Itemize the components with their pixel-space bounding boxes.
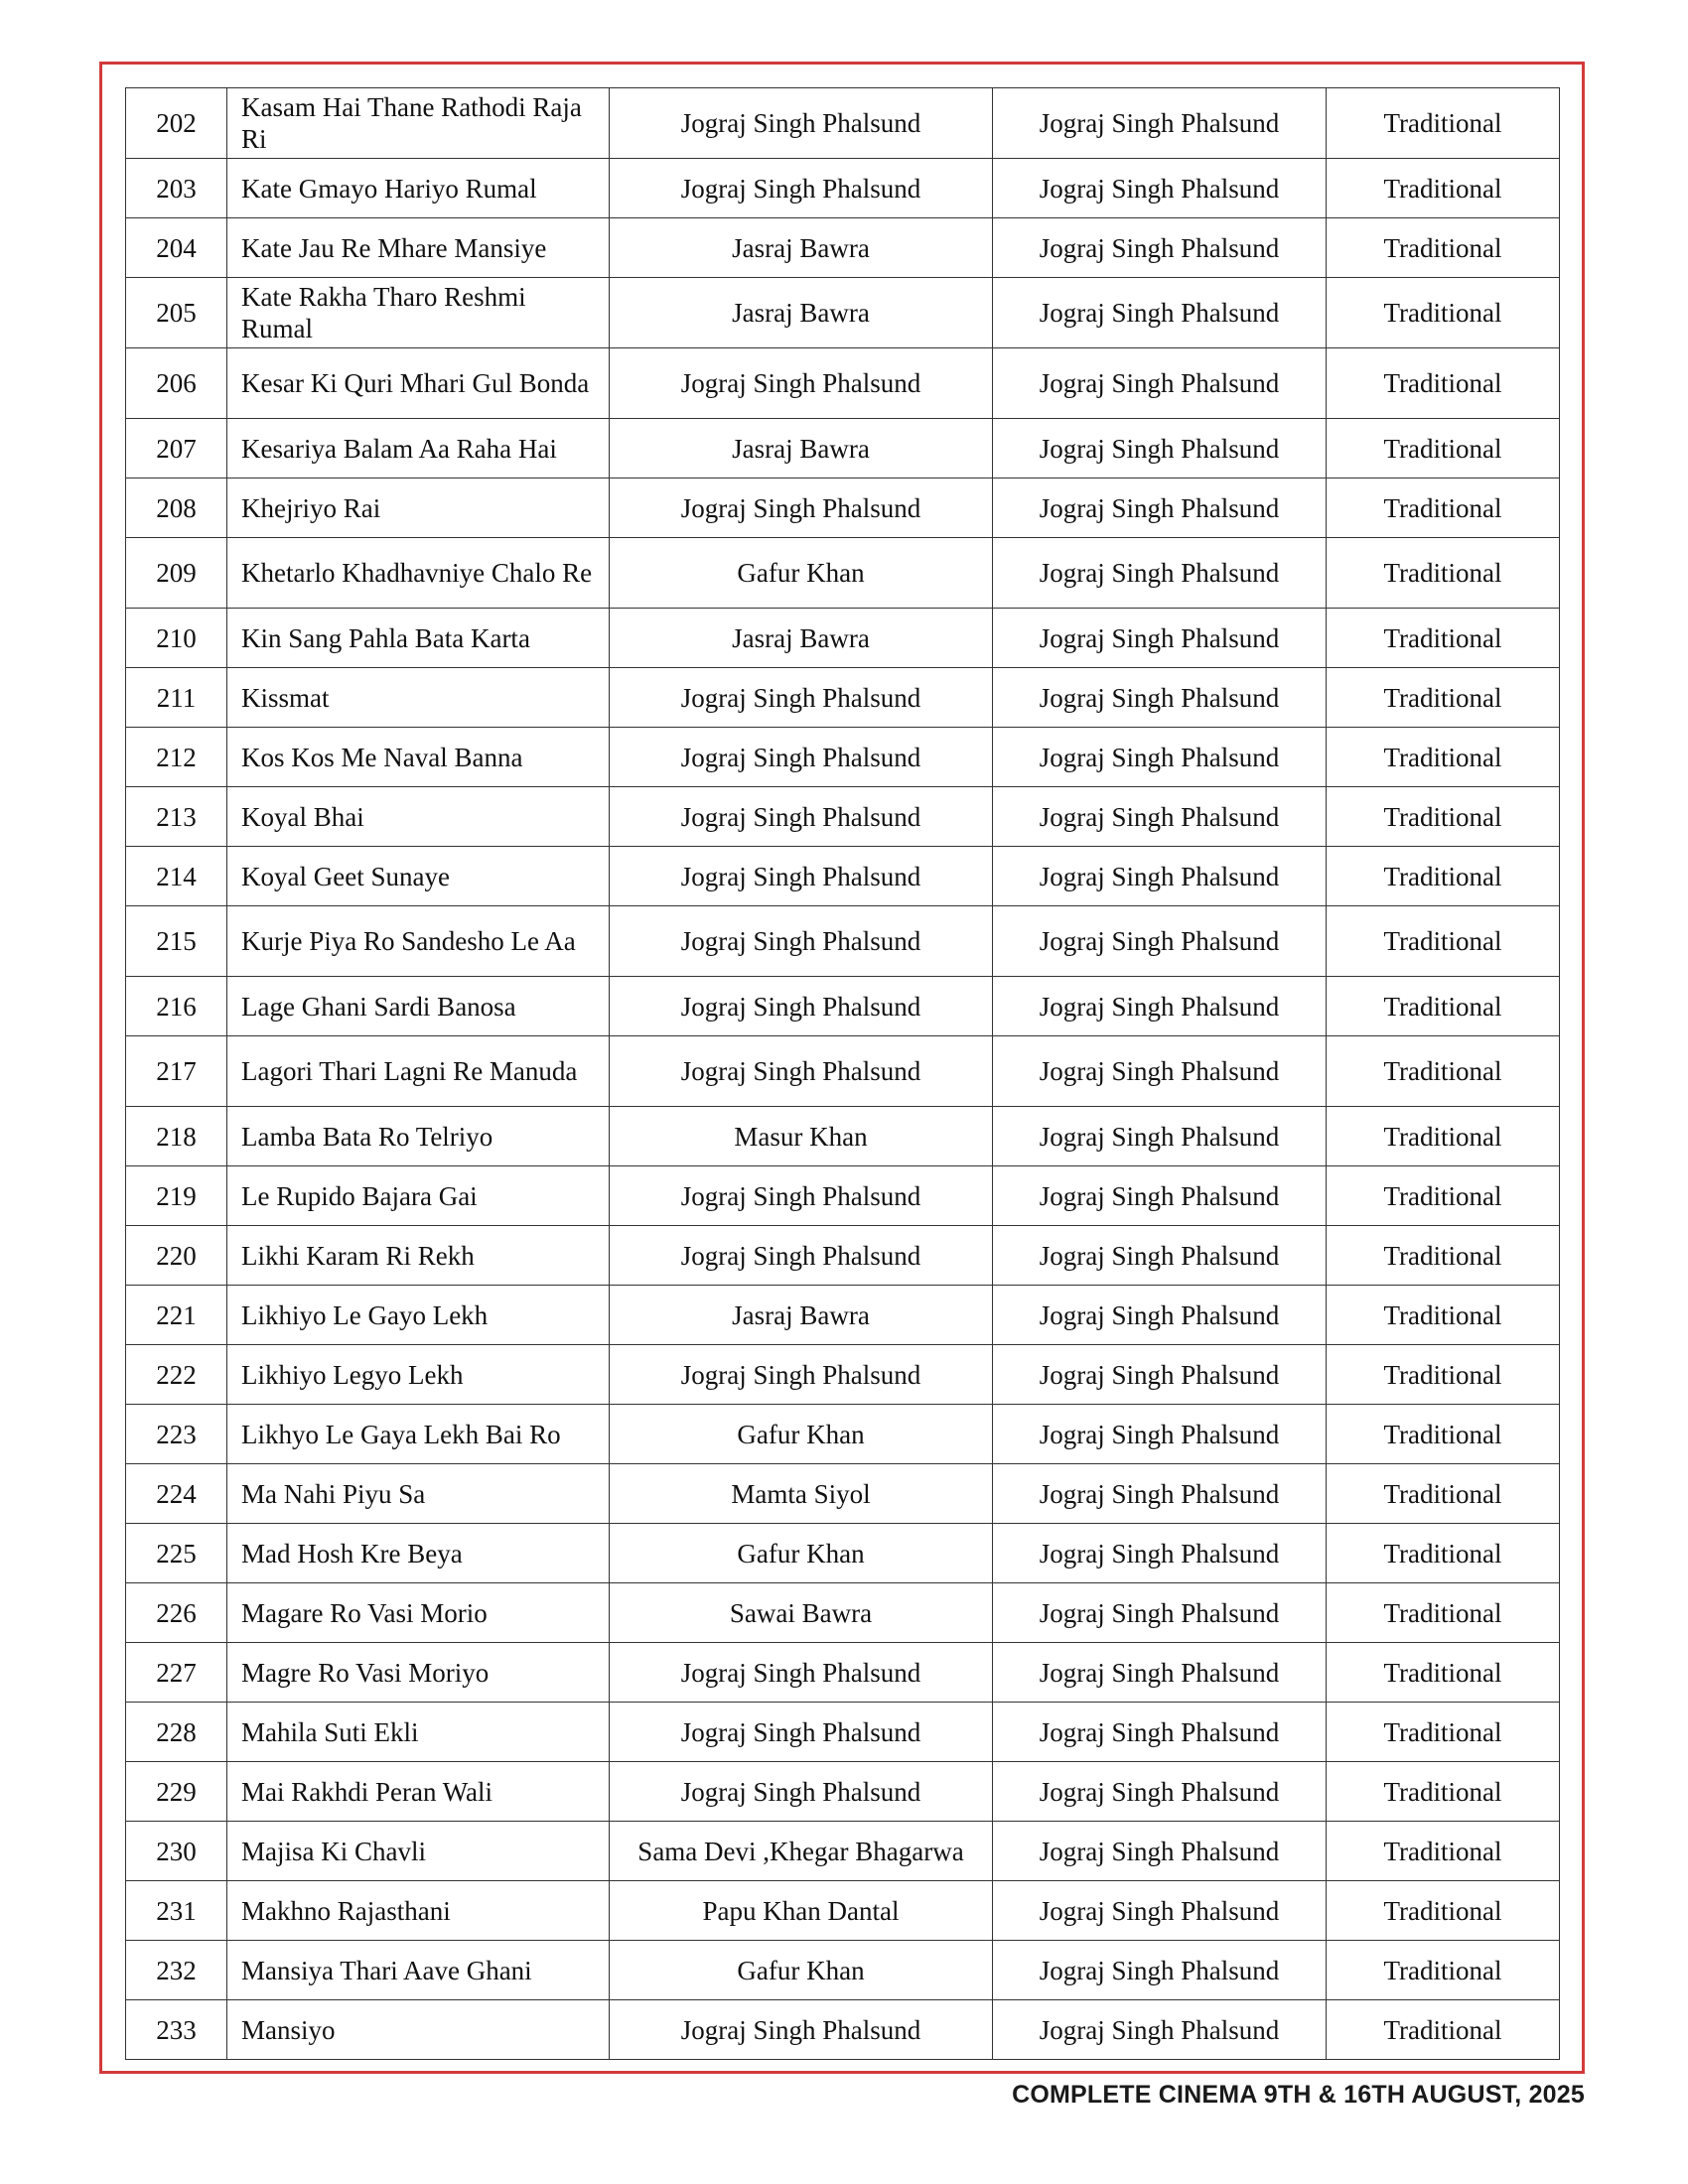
lyricist-cell: Traditional: [1327, 348, 1560, 419]
song-number-cell: 222: [126, 1345, 227, 1405]
song-number-cell: 221: [126, 1286, 227, 1345]
table-row: [126, 1107, 1560, 1166]
song-title-cell: Kasam Hai Thane Rathodi Raja Ri: [227, 88, 610, 159]
song-number-cell: 229: [126, 1762, 227, 1822]
lyricist-cell: Traditional: [1327, 1107, 1560, 1166]
lyricist-cell: Traditional: [1327, 159, 1560, 218]
composer-cell: Jograj Singh Phalsund: [993, 1107, 1327, 1166]
lyricist-cell: Traditional: [1327, 1345, 1560, 1405]
composer-cell: Jograj Singh Phalsund: [993, 538, 1327, 609]
table-row: [126, 419, 1560, 478]
singer-cell: Jasraj Bawra: [610, 419, 993, 478]
song-number-cell: 216: [126, 977, 227, 1036]
song-title-cell: Likhiyo Legyo Lekh: [227, 1345, 610, 1405]
song-title-cell: Koyal Bhai: [227, 787, 610, 847]
song-number-cell: 206: [126, 348, 227, 419]
composer-cell: Jograj Singh Phalsund: [993, 218, 1327, 278]
song-number-cell: 207: [126, 419, 227, 478]
song-number-cell: 230: [126, 1822, 227, 1881]
song-title-cell: Kate Jau Re Mhare Mansiye: [227, 218, 610, 278]
singer-cell: Sawai Bawra: [610, 1583, 993, 1643]
composer-cell: Jograj Singh Phalsund: [993, 728, 1327, 787]
table-row: [126, 609, 1560, 668]
table-row: [126, 1345, 1560, 1405]
table-row: [126, 1583, 1560, 1643]
song-number-cell: 214: [126, 847, 227, 906]
table-row: [126, 88, 1560, 159]
song-title-cell: Mad Hosh Kre Beya: [227, 1524, 610, 1583]
lyricist-cell: Traditional: [1327, 1166, 1560, 1226]
singer-cell: Jasraj Bawra: [610, 278, 993, 348]
composer-cell: Jograj Singh Phalsund: [993, 1762, 1327, 1822]
composer-cell: Jograj Singh Phalsund: [993, 1643, 1327, 1703]
singer-cell: Masur Khan: [610, 1107, 993, 1166]
song-title-cell: Kissmat: [227, 668, 610, 728]
table-row: [126, 1643, 1560, 1703]
singer-cell: Jograj Singh Phalsund: [610, 478, 993, 538]
singer-cell: Mamta Siyol: [610, 1464, 993, 1524]
singer-cell: Gafur Khan: [610, 1405, 993, 1464]
song-number-cell: 217: [126, 1036, 227, 1107]
composer-cell: Jograj Singh Phalsund: [993, 906, 1327, 977]
composer-cell: Jograj Singh Phalsund: [993, 1703, 1327, 1762]
song-title-cell: Koyal Geet Sunaye: [227, 847, 610, 906]
table-row: [126, 478, 1560, 538]
singer-cell: Gafur Khan: [610, 1524, 993, 1583]
lyricist-cell: Traditional: [1327, 1405, 1560, 1464]
song-number-cell: 205: [126, 278, 227, 348]
lyricist-cell: Traditional: [1327, 1762, 1560, 1822]
lyricist-cell: Traditional: [1327, 1703, 1560, 1762]
song-title-cell: Likhyo Le Gaya Lekh Bai Ro: [227, 1405, 610, 1464]
composer-cell: Jograj Singh Phalsund: [993, 1524, 1327, 1583]
singer-cell: Jograj Singh Phalsund: [610, 1226, 993, 1286]
song-number-cell: 224: [126, 1464, 227, 1524]
composer-cell: Jograj Singh Phalsund: [993, 1226, 1327, 1286]
song-number-cell: 208: [126, 478, 227, 538]
composer-cell: Jograj Singh Phalsund: [993, 1822, 1327, 1881]
song-number-cell: 232: [126, 1941, 227, 2000]
lyricist-cell: Traditional: [1327, 1464, 1560, 1524]
singer-cell: Gafur Khan: [610, 1941, 993, 2000]
composer-cell: Jograj Singh Phalsund: [993, 419, 1327, 478]
singer-cell: Jograj Singh Phalsund: [610, 2000, 993, 2060]
song-number-cell: 213: [126, 787, 227, 847]
song-number-cell: 220: [126, 1226, 227, 1286]
table-row: [126, 2000, 1560, 2060]
table-row: [126, 1036, 1560, 1107]
composer-cell: Jograj Singh Phalsund: [993, 478, 1327, 538]
singer-cell: Jograj Singh Phalsund: [610, 1166, 993, 1226]
lyricist-cell: Traditional: [1327, 1941, 1560, 2000]
lyricist-cell: Traditional: [1327, 218, 1560, 278]
song-number-cell: 228: [126, 1703, 227, 1762]
song-title-cell: Majisa Ki Chavli: [227, 1822, 610, 1881]
composer-cell: Jograj Singh Phalsund: [993, 159, 1327, 218]
lyricist-cell: Traditional: [1327, 1226, 1560, 1286]
table-row: [126, 1822, 1560, 1881]
table-row: [126, 1762, 1560, 1822]
table-row: [126, 1226, 1560, 1286]
singer-cell: Jasraj Bawra: [610, 218, 993, 278]
composer-cell: Jograj Singh Phalsund: [993, 1166, 1327, 1226]
composer-cell: Jograj Singh Phalsund: [993, 977, 1327, 1036]
composer-cell: Jograj Singh Phalsund: [993, 847, 1327, 906]
singer-cell: Gafur Khan: [610, 538, 993, 609]
table-row: [126, 1464, 1560, 1524]
composer-cell: Jograj Singh Phalsund: [993, 1464, 1327, 1524]
lyricist-cell: Traditional: [1327, 1286, 1560, 1345]
singer-cell: Papu Khan Dantal: [610, 1881, 993, 1941]
table-row: [126, 538, 1560, 609]
table-row: [126, 668, 1560, 728]
song-title-cell: Ma Nahi Piyu Sa: [227, 1464, 610, 1524]
song-title-cell: Kurje Piya Ro Sandesho Le Aa: [227, 906, 610, 977]
singer-cell: Jograj Singh Phalsund: [610, 847, 993, 906]
lyricist-cell: Traditional: [1327, 1822, 1560, 1881]
song-number-cell: 211: [126, 668, 227, 728]
song-title-cell: Makhno Rajasthani: [227, 1881, 610, 1941]
song-number-cell: 223: [126, 1405, 227, 1464]
song-number-cell: 212: [126, 728, 227, 787]
song-table-body: [126, 88, 1560, 2060]
song-title-cell: Likhiyo Le Gayo Lekh: [227, 1286, 610, 1345]
song-table: [125, 87, 1560, 2060]
composer-cell: Jograj Singh Phalsund: [993, 1345, 1327, 1405]
song-title-cell: Mai Rakhdi Peran Wali: [227, 1762, 610, 1822]
singer-cell: Jograj Singh Phalsund: [610, 348, 993, 419]
composer-cell: Jograj Singh Phalsund: [993, 609, 1327, 668]
lyricist-cell: Traditional: [1327, 1643, 1560, 1703]
singer-cell: Jasraj Bawra: [610, 609, 993, 668]
singer-cell: Jograj Singh Phalsund: [610, 1643, 993, 1703]
composer-cell: Jograj Singh Phalsund: [993, 88, 1327, 159]
lyricist-cell: Traditional: [1327, 1524, 1560, 1583]
table-row: [126, 728, 1560, 787]
song-title-cell: Lagori Thari Lagni Re Manuda: [227, 1036, 610, 1107]
composer-cell: Jograj Singh Phalsund: [993, 1036, 1327, 1107]
song-title-cell: Lage Ghani Sardi Banosa: [227, 977, 610, 1036]
song-title-cell: Kos Kos Me Naval Banna: [227, 728, 610, 787]
singer-cell: Jograj Singh Phalsund: [610, 88, 993, 159]
lyricist-cell: Traditional: [1327, 1036, 1560, 1107]
composer-cell: Jograj Singh Phalsund: [993, 1583, 1327, 1643]
song-number-cell: 215: [126, 906, 227, 977]
song-title-cell: Kate Gmayo Hariyo Rumal: [227, 159, 610, 218]
composer-cell: Jograj Singh Phalsund: [993, 348, 1327, 419]
song-title-cell: Le Rupido Bajara Gai: [227, 1166, 610, 1226]
song-number-cell: 204: [126, 218, 227, 278]
table-row: [126, 847, 1560, 906]
song-number-cell: 227: [126, 1643, 227, 1703]
composer-cell: Jograj Singh Phalsund: [993, 1881, 1327, 1941]
composer-cell: Jograj Singh Phalsund: [993, 1941, 1327, 2000]
composer-cell: Jograj Singh Phalsund: [993, 1405, 1327, 1464]
lyricist-cell: Traditional: [1327, 538, 1560, 609]
lyricist-cell: Traditional: [1327, 1881, 1560, 1941]
composer-cell: Jograj Singh Phalsund: [993, 1286, 1327, 1345]
song-title-cell: Likhi Karam Ri Rekh: [227, 1226, 610, 1286]
song-number-cell: 202: [126, 88, 227, 159]
singer-cell: Jograj Singh Phalsund: [610, 787, 993, 847]
song-number-cell: 225: [126, 1524, 227, 1583]
lyricist-cell: Traditional: [1327, 478, 1560, 538]
singer-cell: Jograj Singh Phalsund: [610, 1345, 993, 1405]
table-row: [126, 159, 1560, 218]
table-row: [126, 348, 1560, 419]
singer-cell: Jograj Singh Phalsund: [610, 1036, 993, 1107]
singer-cell: Sama Devi ,Khegar Bhagarwa: [610, 1822, 993, 1881]
singer-cell: Jograj Singh Phalsund: [610, 906, 993, 977]
song-title-cell: Mahila Suti Ekli: [227, 1703, 610, 1762]
song-number-cell: 203: [126, 159, 227, 218]
table-row: [126, 906, 1560, 977]
song-number-cell: 226: [126, 1583, 227, 1643]
lyricist-cell: Traditional: [1327, 668, 1560, 728]
lyricist-cell: Traditional: [1327, 1583, 1560, 1643]
singer-cell: Jograj Singh Phalsund: [610, 728, 993, 787]
song-number-cell: 218: [126, 1107, 227, 1166]
table-row: [126, 787, 1560, 847]
song-title-cell: Khejriyo Rai: [227, 478, 610, 538]
song-title-cell: Kate Rakha Tharo Reshmi Rumal: [227, 278, 610, 348]
lyricist-cell: Traditional: [1327, 787, 1560, 847]
table-row: [126, 977, 1560, 1036]
table-row: [126, 1881, 1560, 1941]
composer-cell: Jograj Singh Phalsund: [993, 787, 1327, 847]
song-number-cell: 210: [126, 609, 227, 668]
composer-cell: Jograj Singh Phalsund: [993, 668, 1327, 728]
song-title-cell: Magre Ro Vasi Moriyo: [227, 1643, 610, 1703]
table-row: [126, 218, 1560, 278]
table-row: [126, 1524, 1560, 1583]
singer-cell: Jograj Singh Phalsund: [610, 1703, 993, 1762]
song-number-cell: 209: [126, 538, 227, 609]
lyricist-cell: Traditional: [1327, 88, 1560, 159]
table-row: [126, 278, 1560, 348]
song-number-cell: 233: [126, 2000, 227, 2060]
singer-cell: Jograj Singh Phalsund: [610, 977, 993, 1036]
lyricist-cell: Traditional: [1327, 2000, 1560, 2060]
composer-cell: Jograj Singh Phalsund: [993, 2000, 1327, 2060]
lyricist-cell: Traditional: [1327, 419, 1560, 478]
song-title-cell: Kin Sang Pahla Bata Karta: [227, 609, 610, 668]
lyricist-cell: Traditional: [1327, 278, 1560, 348]
song-title-cell: Kesar Ki Quri Mhari Gul Bonda: [227, 348, 610, 419]
lyricist-cell: Traditional: [1327, 728, 1560, 787]
table-row: [126, 1286, 1560, 1345]
lyricist-cell: Traditional: [1327, 609, 1560, 668]
lyricist-cell: Traditional: [1327, 847, 1560, 906]
footer-publication: COMPLETE CINEMA 9TH & 16TH AUGUST, 2025: [1012, 2081, 1585, 2109]
song-number-cell: 231: [126, 1881, 227, 1941]
singer-cell: Jograj Singh Phalsund: [610, 668, 993, 728]
lyricist-cell: Traditional: [1327, 906, 1560, 977]
table-row: [126, 1703, 1560, 1762]
singer-cell: Jasraj Bawra: [610, 1286, 993, 1345]
table-row: [126, 1166, 1560, 1226]
table-row: [126, 1405, 1560, 1464]
singer-cell: Jograj Singh Phalsund: [610, 1762, 993, 1822]
song-title-cell: Khetarlo Khadhavniye Chalo Re: [227, 538, 610, 609]
song-title-cell: Magare Ro Vasi Morio: [227, 1583, 610, 1643]
lyricist-cell: Traditional: [1327, 977, 1560, 1036]
song-title-cell: Mansiyo: [227, 2000, 610, 2060]
composer-cell: Jograj Singh Phalsund: [993, 278, 1327, 348]
song-title-cell: Lamba Bata Ro Telriyo: [227, 1107, 610, 1166]
song-title-cell: Mansiya Thari Aave Ghani: [227, 1941, 610, 2000]
song-number-cell: 219: [126, 1166, 227, 1226]
table-row: [126, 1941, 1560, 2000]
singer-cell: Jograj Singh Phalsund: [610, 159, 993, 218]
song-title-cell: Kesariya Balam Aa Raha Hai: [227, 419, 610, 478]
